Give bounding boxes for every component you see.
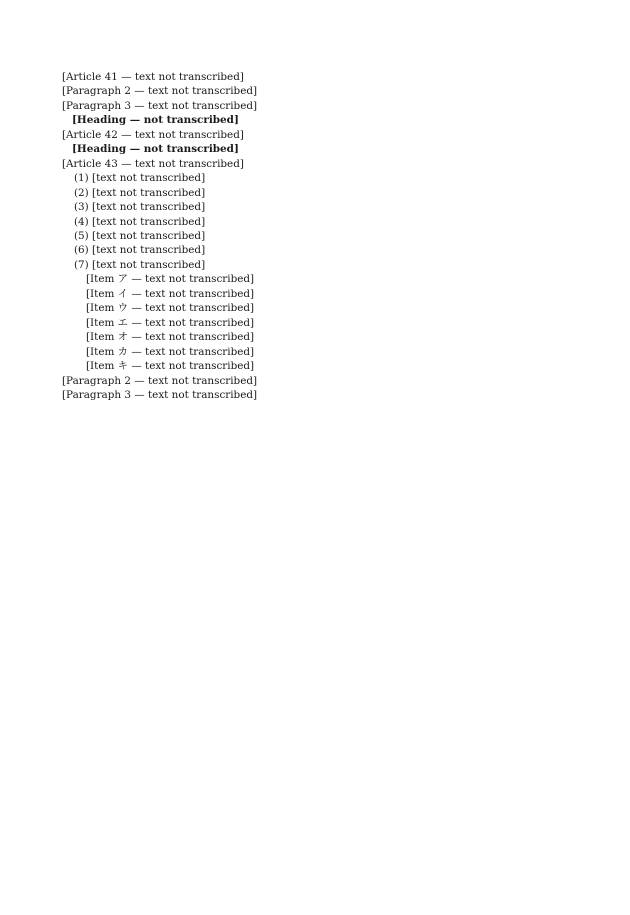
clause-paragraph: (7) [text not transcribed]: [74, 258, 206, 271]
clause-paragraph: (6) [text not transcribed]: [74, 244, 206, 257]
clause-paragraph: [Item ウ — text not transcribed]: [86, 302, 255, 315]
clause-paragraph: [Item キ — text not transcribed]: [86, 360, 255, 373]
article-heading: [Heading — not transcribed]: [72, 114, 239, 127]
clause-paragraph: [Paragraph 3 — text not transcribed]: [62, 388, 258, 401]
clause-paragraph: [Item オ — text not transcribed]: [86, 331, 255, 344]
clause-paragraph: [Item カ — text not transcribed]: [86, 345, 255, 358]
clause-paragraph: [Item ア — text not transcribed]: [86, 273, 255, 286]
clause-paragraph: [Article 43 — text not transcribed]: [62, 157, 244, 170]
clause-paragraph: [Article 42 — text not transcribed]: [62, 128, 244, 141]
article-heading: [Heading — not transcribed]: [72, 143, 239, 156]
clause-paragraph: [Paragraph 2 — text not transcribed]: [62, 85, 258, 98]
clause-paragraph: (2) [text not transcribed]: [74, 186, 206, 199]
clause-paragraph: [Item エ — text not transcribed]: [86, 316, 255, 329]
clause-paragraph: (3) [text not transcribed]: [74, 201, 206, 214]
clause-paragraph: [Item イ — text not transcribed]: [86, 287, 255, 300]
clause-paragraph: (5) [text not transcribed]: [74, 229, 206, 242]
clause-paragraph: [Paragraph 2 — text not transcribed]: [62, 374, 258, 387]
clause-paragraph: (1) [text not transcribed]: [74, 172, 206, 185]
clause-paragraph: [Article 41 — text not transcribed]: [62, 71, 244, 83]
clause-paragraph: [Paragraph 3 — text not transcribed]: [62, 99, 258, 112]
contract-text: [62, 70, 582, 402]
clause-paragraph: (4) [text not transcribed]: [74, 215, 206, 228]
